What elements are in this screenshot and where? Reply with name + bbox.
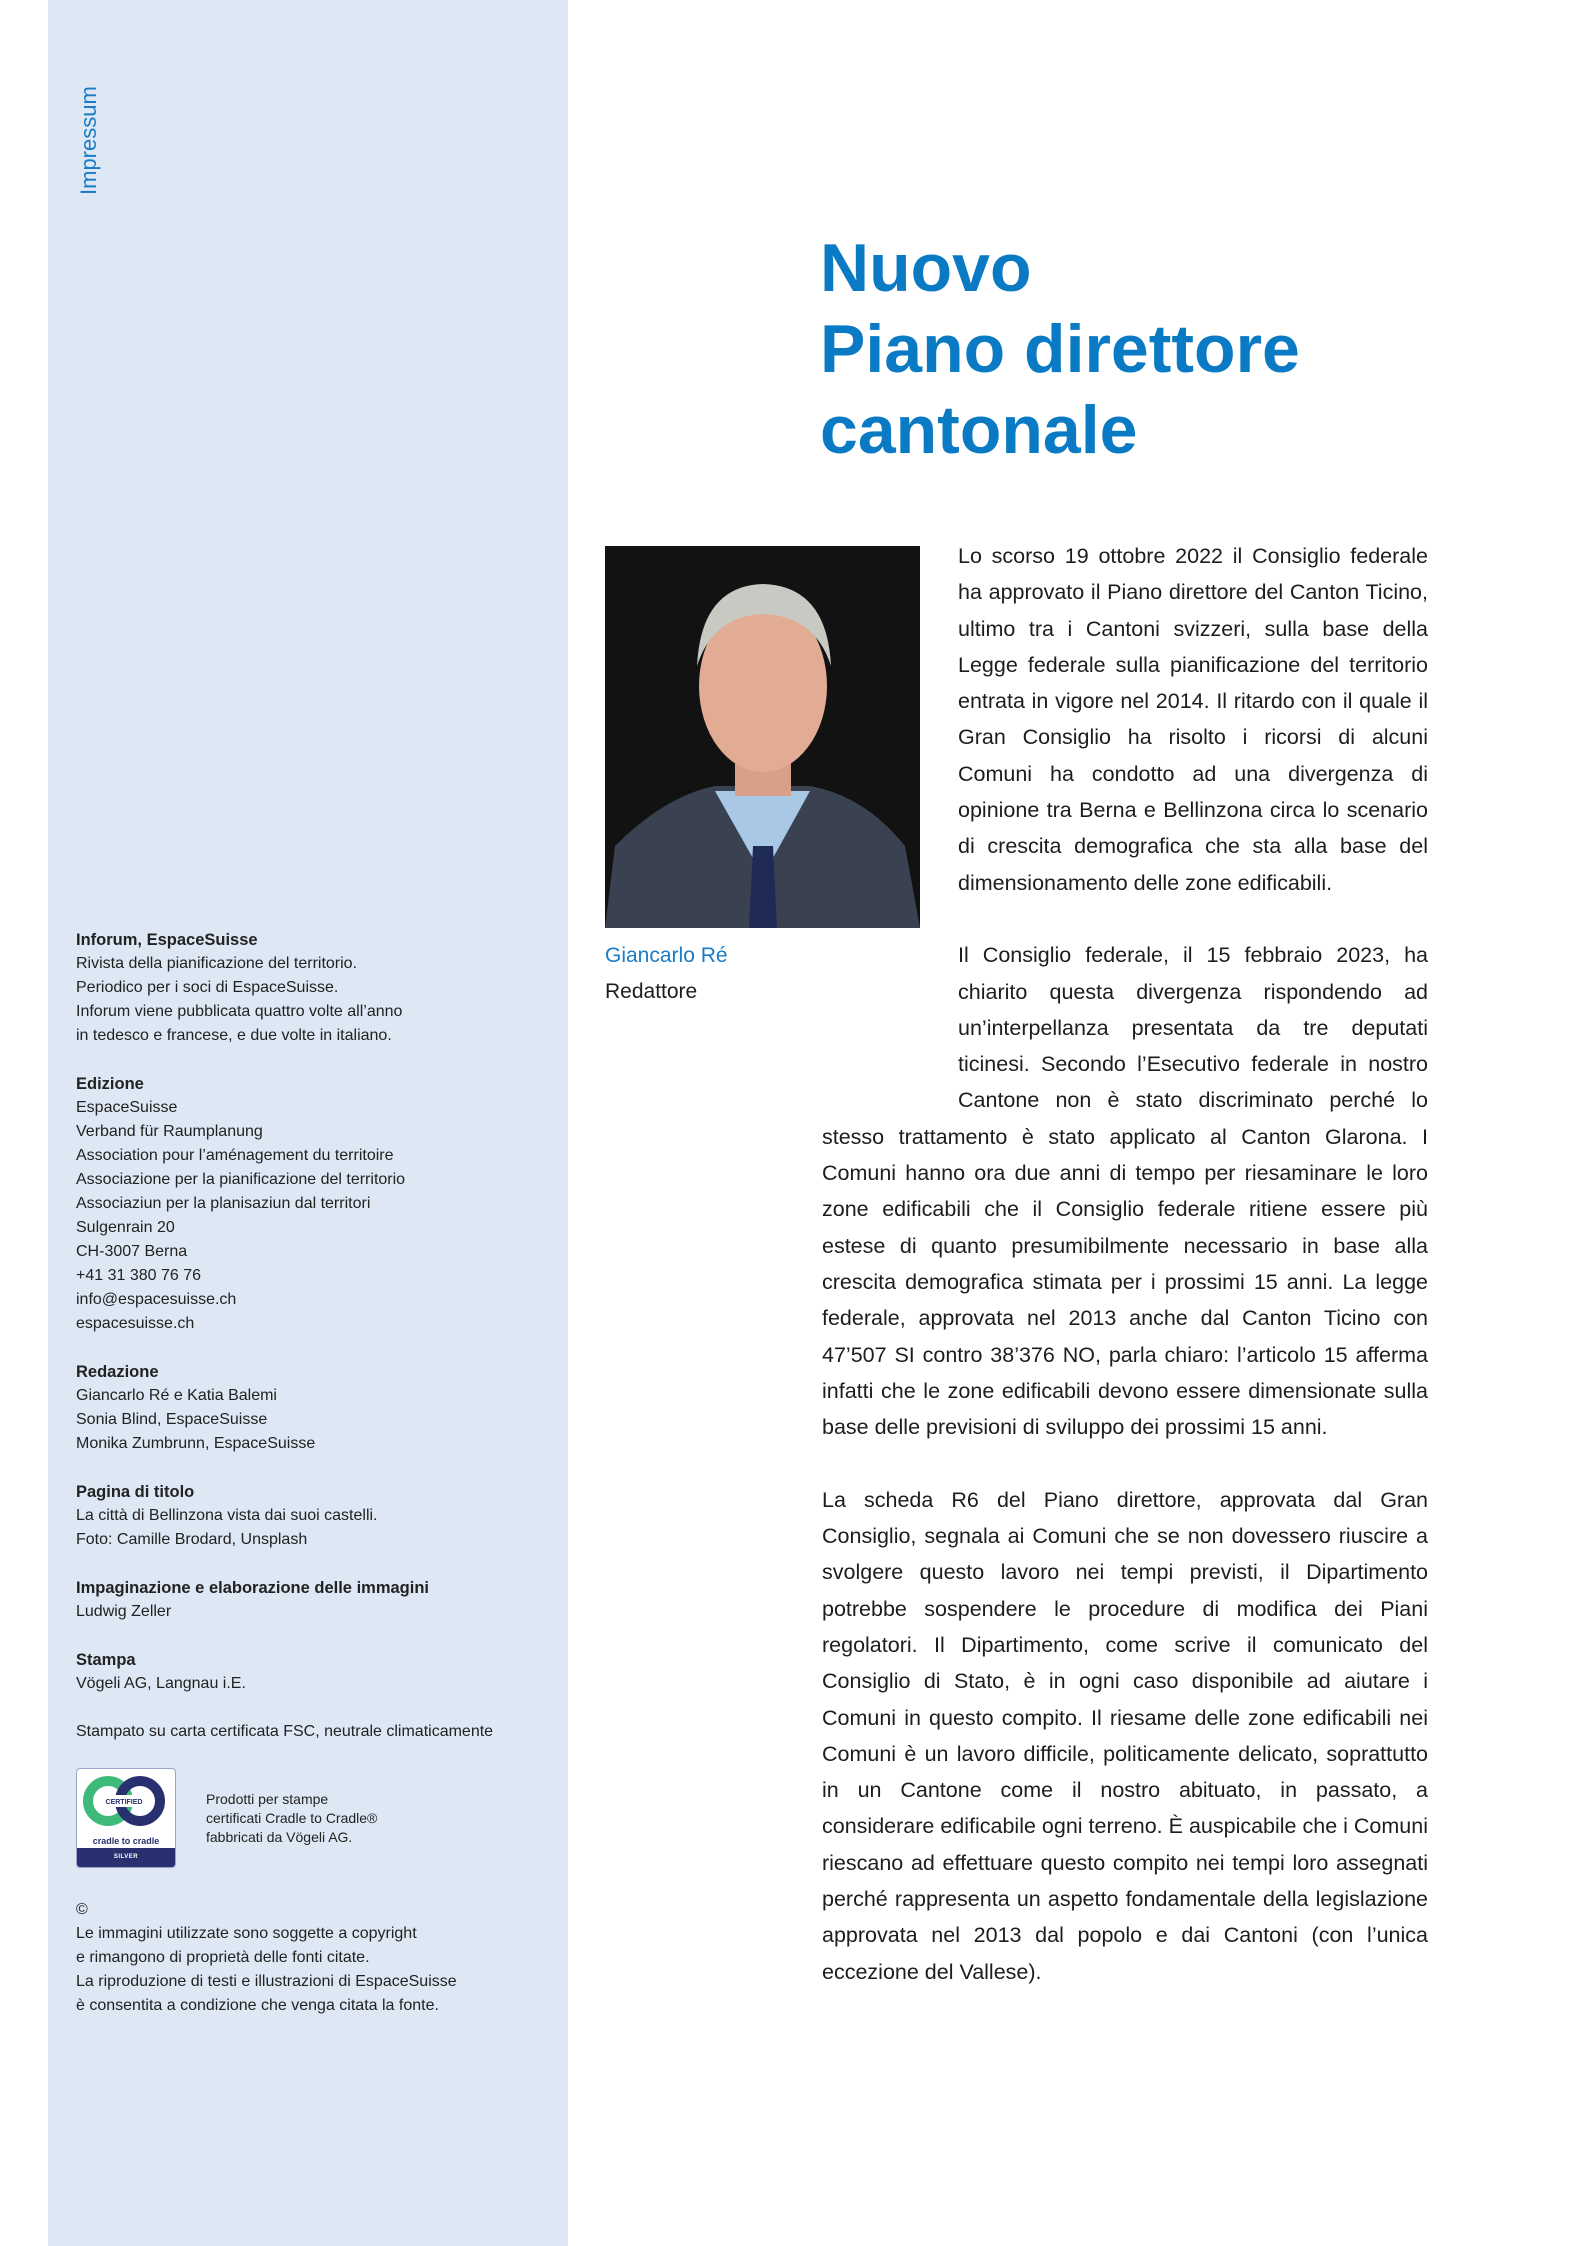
section-line: Association pour l’aménagement du territoire xyxy=(76,1147,394,1164)
copyright-line: La riproduzione di testi e illustrazioni di EspaceSuisse xyxy=(76,1973,457,1990)
section-line: Monika Zumbrunn, EspaceSuisse xyxy=(76,1435,316,1452)
article-body xyxy=(822,538,1428,2026)
section-line: La città di Bellinzona vista dai suoi castelli. xyxy=(76,1507,378,1524)
section-line: Verband für Raumplanung xyxy=(76,1123,263,1140)
section-line: Periodico per i soci di EspaceSuisse. xyxy=(76,979,339,996)
author-caption xyxy=(605,938,728,1010)
section-line: Sulgenrain 20 xyxy=(76,1219,175,1236)
cradle-to-cradle-logo xyxy=(76,1768,176,1868)
cert-line: fabbricati da Vögeli AG. xyxy=(206,1828,353,1845)
copyright-line: è consentita a condizione che venga citata la fonte. xyxy=(76,1997,439,2014)
section-line: in tedesco e francese, e due volte in italiano. xyxy=(76,1027,392,1044)
section-line: CH-3007 Berna xyxy=(76,1243,188,1260)
infinity-logo-icon xyxy=(77,1769,175,1829)
section-line: Vögeli AG, Langnau i.E. xyxy=(76,1675,246,1692)
section-heading: Inforum, EspaceSuisse xyxy=(76,931,258,949)
section-heading: Pagina di titolo xyxy=(76,1483,195,1501)
section-line: Rivista della pianificazione del territorio. xyxy=(76,955,358,972)
section-line: Giancarlo Ré e Katia Balemi xyxy=(76,1387,277,1404)
paragraph: La scheda R6 del Piano direttore, approvata dal Gran Consiglio, segnala ai Comuni che se non dovessero riuscire a svolgere questo lavoro nei tempi previsti, il Dipartimento potrebbe sospendere le procedure di modifica dei Piani regolatori. Il Dipartimento, come scrive il comunicato del Consiglio di Stato, è in ogni caso disponibile ad aiutare i Comuni in questo compito. Il riesame delle zone edificabili nei Comuni è un lavoro difficile, politicamente delicato, soprattutto in un Cantone come il nostro abituato, in passato, a considerare edificabile ogni terreno. È auspicabile che i Comuni riescano ad effettuare questo compito nei tempi loro assegnati perché rappresenta un aspetto fondamentale della legislazione approvata nel 2013 dal popolo e dai Cantoni (con l’unica eccezione del Vallese). xyxy=(822,1487,1428,1984)
copyright-notice xyxy=(76,1898,556,2018)
copyright-line: Le immagini utilizzate sono soggette a copyright xyxy=(76,1925,417,1942)
title-line: cantonale xyxy=(820,392,1138,468)
section-heading: Stampa xyxy=(76,1651,136,1669)
badge-brand: cradle to cradle xyxy=(92,1836,160,1846)
section-line: espacesuisse.ch xyxy=(76,1315,195,1332)
section-heading: Edizione xyxy=(76,1075,144,1093)
certified-text: CERTIFIED xyxy=(105,1799,143,1806)
title-line: Piano direttore xyxy=(820,311,1300,387)
impressum-section xyxy=(76,1360,556,1456)
fsc-note: Stampato su carta certificata FSC, neutrale climaticamente xyxy=(76,1723,494,1740)
section-line: info@espacesuisse.ch xyxy=(76,1291,237,1308)
cert-line: certificati Cradle to Cradle® xyxy=(206,1809,378,1826)
copyright-symbol: © xyxy=(76,1901,88,1918)
section-line: Associazione per la pianificazione del territorio xyxy=(76,1171,406,1188)
impressum-section xyxy=(76,928,556,1048)
impressum-section xyxy=(76,1072,556,1336)
author-name: Giancarlo Ré xyxy=(605,944,728,967)
section-line: Associaziun per la planisaziun dal territori xyxy=(76,1195,371,1212)
section-line: Foto: Camille Brodard, Unsplash xyxy=(76,1531,308,1548)
cert-line: Prodotti per stampe xyxy=(206,1790,329,1807)
section-heading: Redazione xyxy=(76,1363,159,1381)
section-line: Sonia Blind, EspaceSuisse xyxy=(76,1411,268,1428)
paragraph: Il Consiglio federale, il 15 febbraio 2023, ha chiarito questa divergenza rispondendo ad un’interpellanza presentata da tre deputati ticinesi. Secondo l’Esecutivo federale in nostro Cantone non è stato discriminato perché lo stesso trattamento è stato applicato al Canton Glarona. I Comuni hanno ora due anni di tempo per riesaminare le loro zone edificabili che il Consiglio federale ritiene essere più estese di quanto presumibilmente necessario in base alla crescita demografica stimata per i prossimi 15 anni. La legge federale, approvata nel 2013 anche dal Canton Ticino con 47’507 SI contro 38’376 NO, parla chiaro: l’articolo 15 afferma infatti che le zone edificabili devono essere dimensionate sulla base delle previsioni di sviluppo dei prossimi 15 anni. xyxy=(822,943,1428,1440)
impressum-section xyxy=(76,1648,556,1696)
impressum-content xyxy=(76,928,556,2042)
impressum-label: Impressum xyxy=(76,86,101,195)
author-role: Redattore xyxy=(605,980,698,1003)
badge-level: SILVER xyxy=(77,1848,175,1867)
section-heading: Impaginazione e elaborazione delle immagini xyxy=(76,1579,430,1597)
paragraph: Lo scorso 19 ottobre 2022 il Consiglio federale ha approvato il Piano direttore del Canton Ticino, ultimo tra i Cantoni svizzeri, sulla base della Legge federale sulla pianificazione del territorio entrata in vigore nel 2014. Il ritardo con il quale il Gran Consiglio ha risolto i ricorsi di alcuni Comuni ha condotto ad una divergenza di opinione tra Berna e Bellinzona circa lo scenario di crescita demografica che sta alla base del dimensionamento delle zone edificabili. xyxy=(958,544,1428,895)
certification-text xyxy=(206,1790,377,1847)
section-line: Ludwig Zeller xyxy=(76,1603,172,1620)
copyright-line: e rimangono di proprietà delle fonti citate. xyxy=(76,1949,370,1966)
cradle-to-cradle-certification xyxy=(76,1768,556,1868)
impressum-section xyxy=(76,1480,556,1552)
impressum-section xyxy=(76,1576,556,1624)
section-line: EspaceSuisse xyxy=(76,1099,178,1116)
section-line: +41 31 380 76 76 xyxy=(76,1267,202,1284)
article-title xyxy=(820,228,1300,471)
title-line: Nuovo xyxy=(820,230,1032,306)
photo-spacer xyxy=(822,538,958,1084)
section-line: Inforum viene pubblicata quattro volte all’anno xyxy=(76,1003,403,1020)
